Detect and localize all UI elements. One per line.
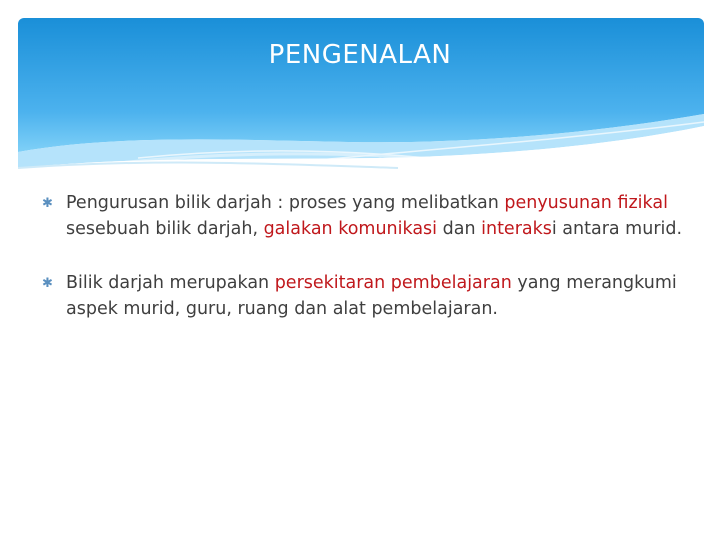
bullet-item [42,190,692,242]
bullet-text-segment: yang merangkumi aspek murid, guru, ruang dan alat pembelajaran. [66,273,677,319]
highlighted-term: galakan komunikasi [263,219,438,239]
bullet-text-segment: Pengurusan bilik darjah : proses yang melibatkan [66,193,505,213]
bullet-list [42,190,692,322]
highlighted-term: persekitaran pembelajaran [274,273,512,293]
bullet-text-segment: Bilik darjah merupakan [66,273,275,293]
asterisk-bullet-icon: ✱ [42,276,53,291]
highlighted-term: interaks [481,219,552,239]
bullet-text-segment: sesebuah bilik darjah, [66,219,264,239]
bullet-item [42,270,692,322]
asterisk-bullet-icon: ✱ [42,196,53,211]
bullet-text-segment: i antara murid. [551,219,683,239]
highlighted-term: penyusunan fizikal [504,193,668,213]
slide-title: PENGENALAN [268,40,452,70]
bullet-text-segment: dan [437,219,482,239]
